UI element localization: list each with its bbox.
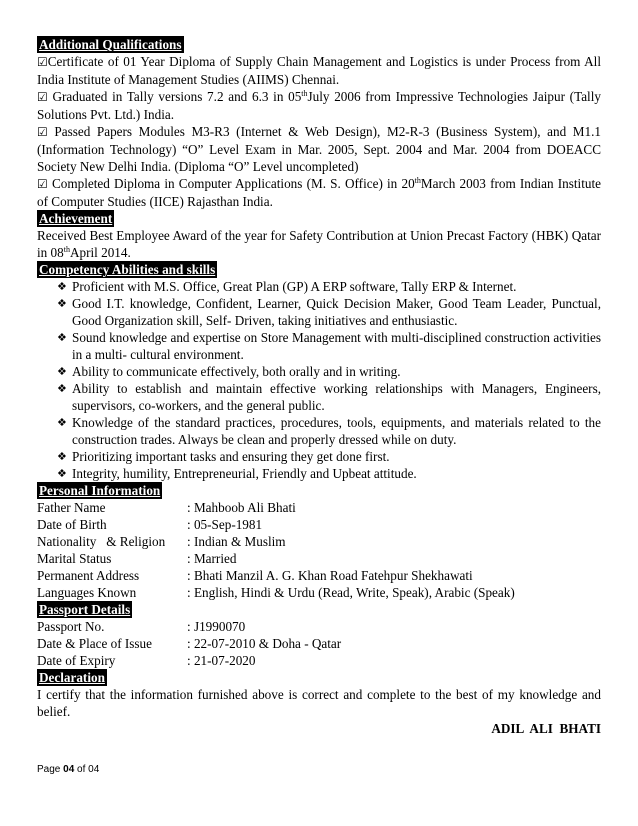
signature-name: ADIL ALI BHATI xyxy=(491,721,601,736)
achievement-section xyxy=(37,210,601,227)
list-item: ❖ Ability to communicate effectively, both orally and in writing. xyxy=(57,364,401,379)
diamond-bullet-icon: ❖ xyxy=(57,331,67,344)
list-item: ❖ Knowledge of the standard practices, procedures, tools, equipments, and materials related to the construction trades. Always be clean and properly dressed while on duty. xyxy=(57,415,601,447)
declaration-heading: Declaration xyxy=(39,670,105,685)
table-row xyxy=(37,516,601,533)
field-label: Marital Status xyxy=(37,551,112,566)
list-item: ❖ Prioritizing important tasks and ensuring they get done first. xyxy=(57,449,390,464)
list-item: ❖ Ability to establish and maintain effective working relationships with Managers, Engineers, supervisors, co-workers, and the general public. xyxy=(57,381,601,413)
list-item: ❖ Good I.T. knowledge, Confident, Learner, Quick Decision Maker, Good Team Leader, Punctual, Good Organization skill, Self- Driven, taking initiatives and enthusiastic. xyxy=(57,296,601,328)
list-item: ❖ Integrity, humility, Entrepreneurial, Friendly and Upbeat attitude. xyxy=(57,466,417,481)
field-value: : Indian & Muslim xyxy=(187,534,286,549)
qualification-item: ☑ Passed Papers Modules M3-R3 (Internet & Web Design), M2-R-3 (Business System), and M1.1 (Information Technology) “O” Level Exam in Mar. 2005, Sept. 2004 and Mar. 2004 from DOEACC Society New Delhi India. (Diploma “O” Level uncompleted) xyxy=(37,124,601,174)
qualification-item: ☑ Graduated in Tally versions 7.2 and 6.3 in 05thJuly 2006 from Impressive Technologies Jaipur (Tally Solutions Pvt. Ltd.) India. xyxy=(37,89,601,122)
checkbox-icon: ☑ xyxy=(37,90,48,104)
declaration-section xyxy=(37,669,601,686)
field-value: : 22-07-2010 & Doha - Qatar xyxy=(187,636,342,651)
diamond-bullet-icon: ❖ xyxy=(57,280,67,293)
field-label: Date & Place of Issue xyxy=(37,636,152,651)
diamond-bullet-icon: ❖ xyxy=(57,450,67,463)
achievement-text: Received Best Employee Award of the year for Safety Contribution at Union Precast Factory (HBK) Qatar in 08thApril 2014. xyxy=(37,228,601,260)
qualifications-section xyxy=(37,36,601,53)
diamond-bullet-icon: ❖ xyxy=(57,382,67,395)
competency-list xyxy=(37,278,601,482)
diamond-bullet-icon: ❖ xyxy=(57,297,67,310)
passport-section xyxy=(37,601,601,618)
list-item: ❖ Sound knowledge and expertise on Store Management with multi-disciplined construction activities in a multi- cultural environment. xyxy=(57,330,601,362)
field-value: : 05-Sep-1981 xyxy=(187,517,263,532)
checkbox-icon: ☑ xyxy=(37,55,48,69)
field-value: : English, Hindi & Urdu (Read, Write, Speak), Arabic (Speak) xyxy=(187,585,515,600)
list-item: ❖ Proficient with M.S. Office, Great Plan (GP) A ERP software, Tally ERP & Internet. xyxy=(57,279,517,294)
passport-heading: Passport Details xyxy=(39,602,131,617)
table-row xyxy=(37,533,601,550)
field-label: Passport No. xyxy=(37,619,105,634)
personal-heading: Personal Information xyxy=(39,483,161,498)
diamond-bullet-icon: ❖ xyxy=(57,416,67,429)
diamond-bullet-icon: ❖ xyxy=(57,467,67,480)
field-value: : Married xyxy=(187,551,237,566)
declaration-text: I certify that the information furnished above is correct and complete to the best of my knowledge and belief. xyxy=(37,687,601,719)
table-row xyxy=(37,635,601,652)
table-row xyxy=(37,567,601,584)
resume-page xyxy=(37,36,601,737)
field-value: : 21-07-2020 xyxy=(187,653,256,668)
checkbox-icon: ☑ xyxy=(37,125,48,139)
table-row xyxy=(37,652,601,669)
page-footer: Page 04 of 04 xyxy=(37,764,100,775)
qualification-item: ☑ Completed Diploma in Computer Applications (M. S. Office) in 20thMarch 2003 from Indian Institute of Computer Studies (IICE) Rajasthan India. xyxy=(37,176,601,209)
table-row xyxy=(37,584,601,601)
competency-heading: Competency Abilities and skills xyxy=(39,262,216,277)
achievement-heading: Achievement xyxy=(39,211,113,226)
qualification-item: ☑Certificate of 01 Year Diploma of Supply Chain Management and Logistics is under Process from All India Institute of Management Studies (AIIMS) Chennai. xyxy=(37,54,601,87)
diamond-bullet-icon: ❖ xyxy=(57,365,67,378)
current-page-number: 04 xyxy=(63,764,75,775)
field-label: Permanent Address xyxy=(37,568,140,583)
field-label: Nationality & Religion xyxy=(37,534,166,549)
total-page-count: 04 xyxy=(88,764,100,775)
qualifications-heading: Additional Qualifications xyxy=(39,37,182,52)
field-value: : Bhati Manzil A. G. Khan Road Fatehpur Shekhawati xyxy=(187,568,473,583)
table-row xyxy=(37,550,601,567)
field-value: : Mahboob Ali Bhati xyxy=(187,500,296,515)
field-label: Languages Known xyxy=(37,585,137,600)
table-row xyxy=(37,499,601,516)
competency-section xyxy=(37,261,601,278)
field-value: : J1990070 xyxy=(187,619,246,634)
field-label: Father Name xyxy=(37,500,106,515)
field-label: Date of Expiry xyxy=(37,653,116,668)
checkbox-icon: ☑ xyxy=(37,177,48,191)
personal-section xyxy=(37,482,601,499)
table-row xyxy=(37,618,601,635)
field-label: Date of Birth xyxy=(37,517,107,532)
